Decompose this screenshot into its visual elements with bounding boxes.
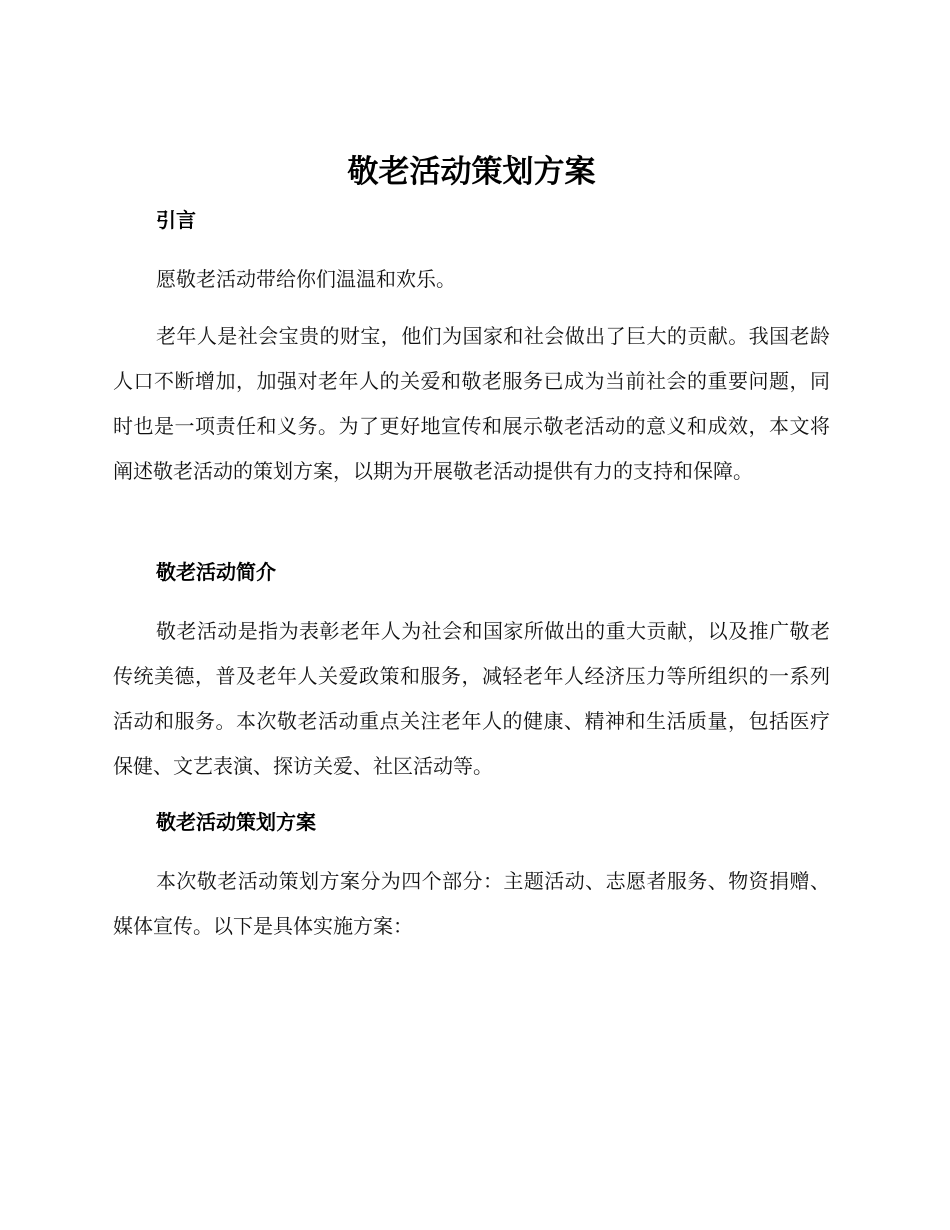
section-heading-activity-plan: 敬老活动策划方案 bbox=[156, 810, 316, 834]
section-heading-activity-overview: 敬老活动简介 bbox=[156, 560, 276, 584]
paragraph-activity-plan: 本次敬老活动策划方案分为四个部分：主题活动、志愿者服务、物资捐赠、媒体宣传。以下是具体实施方案： bbox=[113, 869, 830, 938]
document-title: 敬老活动策划方案 bbox=[347, 154, 596, 190]
paragraph-activity-overview: 敬老活动是指为表彰老年人为社会和国家所做出的重大贡献，以及推广敬老传统美德，普及老年人关爱政策和服务，减轻老年人经济压力等所组织的一系列活动和服务。本次敬老活动重点关注老年人的健康、精神和生活质量，包括医疗保健、文艺表演、探访关爱、社区活动等。 bbox=[113, 619, 830, 778]
paragraph-introduction-body: 老年人是社会宝贵的财宝，他们为国家和社会做出了巨大的贡献。我国老龄人口不断增加，加强对老年人的关爱和敬老服务已成为当前社会的重要问题，同时也是一项责任和义务。为了更好地宣传和展示敬老活动的意义和成效，本文将阐述敬老活动的策划方案，以期为开展敬老活动提供有力的支持和保障。 bbox=[113, 324, 830, 483]
paragraph-introduction-wish: 愿敬老活动带给你们温温和欢乐。 bbox=[156, 267, 456, 291]
section-heading-introduction: 引言 bbox=[156, 208, 196, 232]
